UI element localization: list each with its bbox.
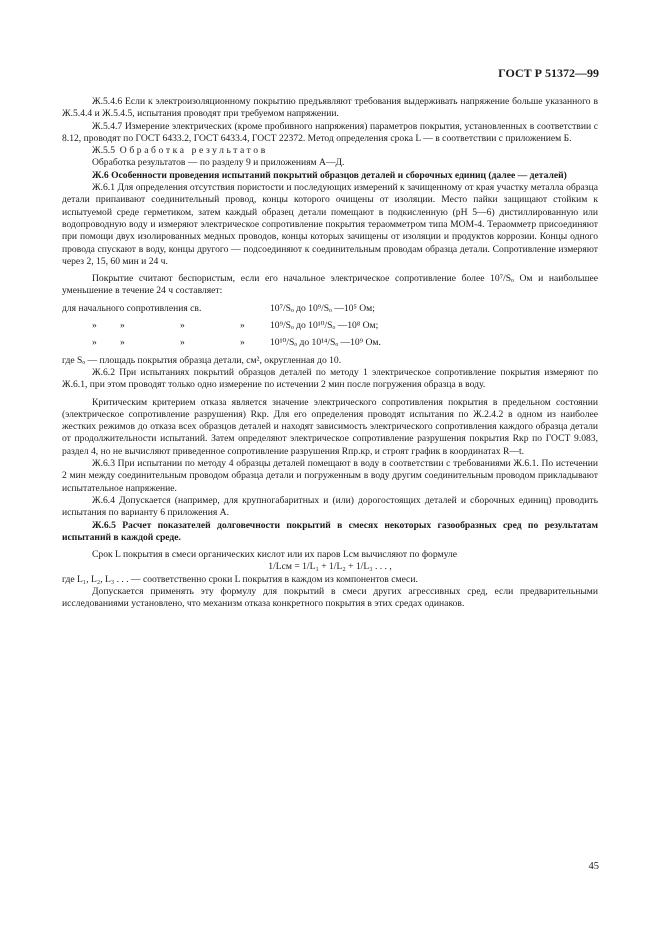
ditto-mark: » <box>240 337 245 349</box>
section-heading-zh-6: Ж.6 Особенности проведения испытаний покрытий образцов деталей и сборочных единиц (далее — деталей) <box>92 169 567 181</box>
paragraph-formula-intro: Срок L покрытия в смеси органических кислот или их паров Lсм вычисляют по формуле <box>92 549 457 561</box>
resistance-row-3 <box>62 337 598 349</box>
paragraph-zh-6-5: Ж.6.5 Расчет показателей долговечности покрытий в смесях некоторых газообразных сред по результатам испытаний в каждой среде. <box>62 519 598 543</box>
ditto-mark: » <box>120 320 125 332</box>
paragraph-porosity-criterion: Покрытие считают беспористым, если его начальное электрическое сопротивление более 10⁷/Sₒ Ом и наибольшее уменьшение в течение 24 ч составляет: <box>62 273 598 297</box>
paragraph-zh-6-4: Ж.6.4 Допускается (например, для крупногабаритных и (или) дорогостоящих деталей и сборочных единиц) проводить испытания по варианту 6 приложения А. <box>62 494 598 519</box>
paragraph-processing: Обработка результатов — по разделу 9 и приложениям А—Д. <box>92 157 345 169</box>
paragraph-formula-applicability: Допускается применять эту формулу для покрытий в смеси других агрессивных сред, если предварительными исследованиями установлено, что механизм отказа конкретного покрытия в этих средах одинаков. <box>62 585 598 610</box>
paragraph-area-definition: где Sₒ — площадь покрытия образца детали, см², округленная до 10. <box>62 354 342 366</box>
ditto-mark: » <box>180 320 185 332</box>
resistance-row-value: 10¹⁰/Sₒ до 10¹⁴/Sₒ —10⁹ Ом. <box>270 337 381 349</box>
paragraph-zh-6-2: Ж.6.2 При испытаниях покрытий образцов деталей по методу 1 электрическое сопротивление покрытия измеряют по Ж.6.1, при этом проводят только одно измерение по истечении 2 мин после погружения образца в воду. <box>62 366 598 391</box>
resistance-row-value: 10⁹/Sₒ до 10¹⁰/Sₒ —10⁸ Ом; <box>270 320 379 332</box>
paragraph-formula-legend: где L₁, L₂, L₃ . . . — соответственно сроки L покрытия в каждом из компонентов смеси. <box>62 573 418 585</box>
paragraph-zh-5-4-7: Ж.5.4.7 Измерение электрических (кроме пробивного напряжения) параметров покрытия, установленных в соответствии с 8.12, проводят по ГОСТ 6433.2, ГОСТ 6433.4, ГОСТ 22372. Метод определения срока L — в соответствии с приложением Б. <box>62 120 598 144</box>
resistance-row-1 <box>62 303 598 315</box>
ditto-mark: » <box>120 337 125 349</box>
resistance-row-lead: для начального сопротивления св. <box>62 302 202 314</box>
ditto-mark: » <box>92 320 97 332</box>
paragraph-failure-criterion: Критическим критерием отказа является значение электрического сопротивления покрытия в предельном состоянии (электрическое сопротивление разрушения) Rкр. Для его определения проводят испытания по Ж.2.4.2 в одном из наиболее жестких режимов до отказа всех образцов деталей и находят зависимость электрического сопротивления каждого образца детали от продолжительности испытаний. Затем определяют электрическое сопротивление разрушения покрытия Rкр по ГОСТ 9.083, раздел 4, но не вычисляют приведенное сопротивление разрушения Rпр.кр, и строят график в координатах R—t. <box>62 396 598 457</box>
paragraph-zh-6-3: Ж.6.3 При испытании по методу 4 образцы деталей помещают в воду в соответствии с требованиями Ж.6.1. По истечении 2 мин между соединительным проводом образца детали и погруженным в воду другим соединительным проводом прикладывают испытательное напряжение. <box>62 458 598 494</box>
ditto-mark: » <box>92 337 97 349</box>
ditto-mark: » <box>180 337 185 349</box>
document-header: ГОСТ Р 51372—99 <box>498 66 599 80</box>
mixture-formula: 1/Lсм = 1/L₁ + 1/L₂ + 1/L₃ . . . , <box>268 561 392 573</box>
section-number: Ж.5.5 <box>92 145 115 157</box>
ditto-mark: » <box>240 320 245 332</box>
paragraph-zh-6-1: Ж.6.1 Для определения отсутствия пористости и последующих измерений к зачищенному от края участку металла образца детали припаивают соединительный провод, концы которого очищены от изоляции. Место пайки защищают стойким к испытуемой среде герметиком, затем каждый образец детали помещают в подкисленную (рН 5—6) дистиллированную или водопроводную воду и измеряют электрическое сопротивление покрытия тераомметром типа МОМ-4. Тераомметр присоединяют при помощи двух изолированных медных проводов, концы которых зачищены от изоляции и продуктов коррозии. Концы одного провода спускают в воду, концы другого — подсоединяют к соединительным проводам образца детали. Сопротивление измеряют через 2, 15, 60 мин и 24 ч. <box>62 182 598 267</box>
resistance-row-value: 10⁷/Sₒ до 10⁹/Sₒ —10⁵ Ом; <box>270 302 375 314</box>
section-heading-zh-5-5 <box>62 145 598 157</box>
resistance-row-2 <box>62 320 598 332</box>
paragraph-zh-5-4-6: Ж.5.4.6 Если к электроизоляционному покрытию предъявляют требования выдерживать напряжение больше указанного в Ж.5.4.4 и Ж.5.4.5, испытания проводят при требуемом напряжении. <box>62 96 598 120</box>
document-body <box>62 96 598 611</box>
page-number: 45 <box>588 861 599 872</box>
section-title: Обработка результатов <box>119 145 268 157</box>
